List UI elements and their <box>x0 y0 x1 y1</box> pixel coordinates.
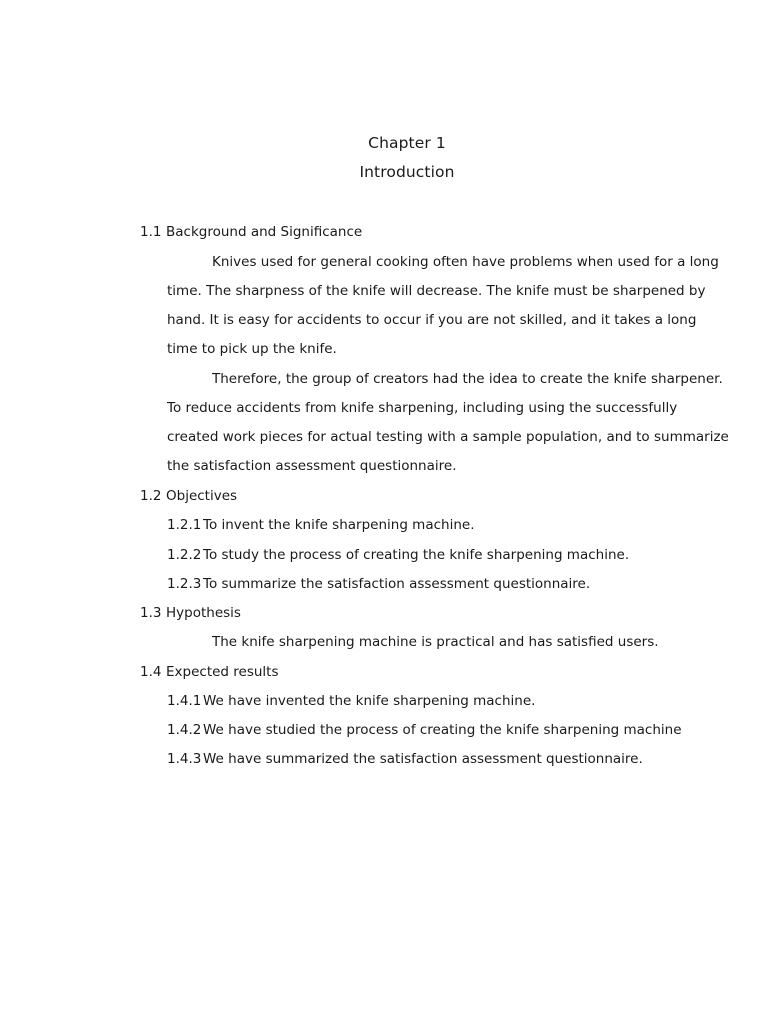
list-item <box>167 722 682 738</box>
section-number: 1.2 <box>140 488 162 504</box>
section-title: Expected results <box>166 664 279 680</box>
item-text: We have studied the process of creating the knife sharpening machine <box>203 722 682 738</box>
item-text: To invent the knife sharpening machine. <box>203 517 475 533</box>
item-text: We have invented the knife sharpening machine. <box>203 693 536 709</box>
item-number: 1.2.1 <box>167 517 202 533</box>
paragraph-line: time. The sharpness of the knife will decrease. The knife must be sharpened by <box>167 283 706 299</box>
section-heading-hypothesis <box>140 605 241 621</box>
section-heading-expected-results <box>140 664 279 680</box>
list-item <box>167 517 474 533</box>
item-number: 1.2.2 <box>167 547 202 563</box>
paragraph-line: Therefore, the group of creators had the idea to create the knife sharpener. <box>212 371 723 387</box>
section-number: 1.3 <box>140 605 162 621</box>
item-number: 1.4.1 <box>167 693 202 709</box>
hypothesis-paragraph: The knife sharpening machine is practical and has satisfied users. <box>212 634 659 650</box>
chapter-number: Chapter 1 <box>368 134 446 152</box>
item-number: 1.4.3 <box>167 751 202 767</box>
chapter-title: Introduction <box>359 163 455 181</box>
item-text: To summarize the satisfaction assessment questionnaire. <box>203 576 591 592</box>
list-item <box>167 576 590 592</box>
section-number: 1.4 <box>140 664 162 680</box>
section-heading-objectives <box>140 488 237 504</box>
paragraph-line: Knives used for general cooking often have problems when used for a long <box>212 254 719 270</box>
section-title: Objectives <box>166 488 238 504</box>
paragraph-line: created work pieces for actual testing with a sample population, and to summarize <box>167 429 729 445</box>
item-text: To study the process of creating the knife sharpening machine. <box>203 547 630 563</box>
paragraph-line: time to pick up the knife. <box>167 341 337 357</box>
item-number: 1.4.2 <box>167 722 202 738</box>
paragraph-line: the satisfaction assessment questionnaire. <box>167 458 457 474</box>
paragraph-line: hand. It is easy for accidents to occur if you are not skilled, and it takes a long <box>167 312 697 328</box>
list-item <box>167 693 535 709</box>
list-item <box>167 547 629 563</box>
section-title: Background and Significance <box>166 224 363 240</box>
section-heading-background <box>140 224 362 240</box>
paragraph-line: To reduce accidents from knife sharpening, including using the successfully <box>167 400 678 416</box>
list-item <box>167 751 643 767</box>
section-number: 1.1 <box>140 224 162 240</box>
section-title: Hypothesis <box>166 605 241 621</box>
item-text: We have summarized the satisfaction assessment questionnaire. <box>203 751 643 767</box>
item-number: 1.2.3 <box>167 576 202 592</box>
